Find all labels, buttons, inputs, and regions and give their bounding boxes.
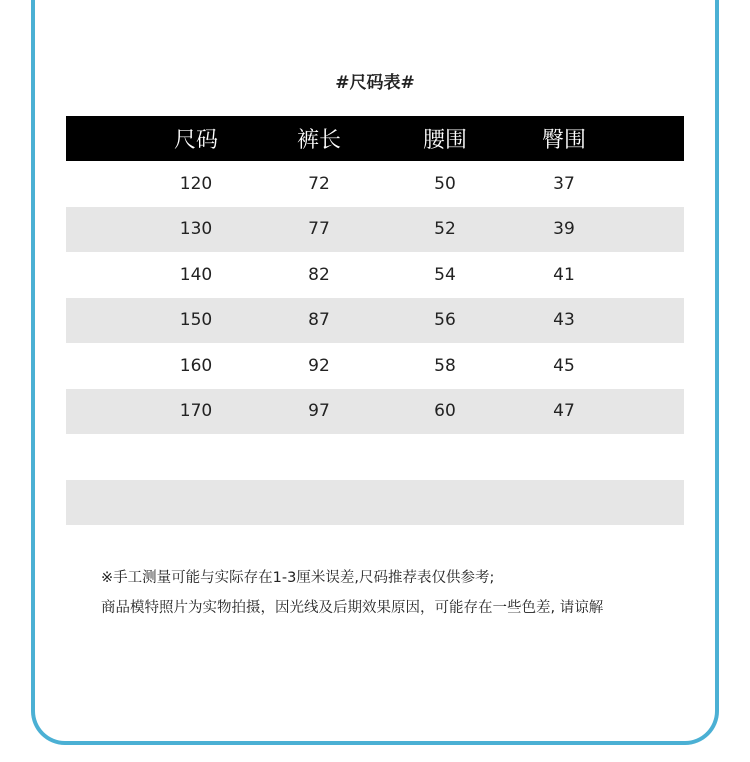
- table-row: [66, 389, 684, 435]
- table-cell: 92: [308, 355, 330, 376]
- table-cell: 52: [434, 219, 456, 240]
- table-cell: 47: [553, 401, 575, 422]
- table-row: [66, 298, 684, 344]
- measurement-note: ※手工测量可能与实际存在1-3厘米误差,尺码推荐表仅供参考;: [101, 570, 495, 586]
- table-header: [66, 116, 684, 161]
- page-title: #尺码表#: [335, 73, 415, 93]
- color-disclaimer: 商品模特照片为实物拍摄，因光线及后期效果原因，可能存在一些色差, 请谅解: [101, 600, 604, 616]
- table-cell: 41: [553, 264, 575, 285]
- table-row: [66, 207, 684, 253]
- table-cell: [146, 434, 246, 480]
- table-cell: 39: [553, 219, 575, 240]
- size-chart-table: [66, 116, 684, 525]
- table-cell: 160: [179, 355, 213, 376]
- table-cell: 58: [434, 355, 456, 376]
- table-cell: [395, 480, 495, 526]
- table-row-empty: [66, 434, 684, 480]
- header-hip: 臀围: [541, 128, 586, 153]
- table-cell: 170: [179, 401, 213, 422]
- table-cell: 82: [308, 264, 330, 285]
- table-cell: 140: [179, 264, 213, 285]
- table-cell: 77: [308, 219, 330, 240]
- table-cell: [269, 480, 369, 526]
- table-cell: 60: [434, 401, 456, 422]
- table-row: [66, 343, 684, 389]
- table-cell: 72: [308, 173, 330, 194]
- table-cell: 130: [179, 219, 213, 240]
- table-cell: [514, 480, 614, 526]
- table-cell: 50: [434, 173, 456, 194]
- table-cell: [269, 434, 369, 480]
- table-cell: 54: [434, 264, 456, 285]
- table-cell: 87: [308, 310, 330, 331]
- header-pants-length: 裤长: [296, 128, 341, 153]
- table-cell: 120: [179, 173, 213, 194]
- table-cell: 37: [553, 173, 575, 194]
- table-cell: 97: [308, 401, 330, 422]
- table-cell: [514, 434, 614, 480]
- header-size: 尺码: [173, 128, 218, 153]
- table-cell: 56: [434, 310, 456, 331]
- table-row: [66, 252, 684, 298]
- table-cell: 150: [179, 310, 213, 331]
- header-waist: 腰围: [422, 128, 467, 153]
- table-cell: [146, 480, 246, 526]
- table-row-empty: [66, 480, 684, 526]
- table-cell: 43: [553, 310, 575, 331]
- table-row: [66, 161, 684, 207]
- table-cell: 45: [553, 355, 575, 376]
- table-cell: [395, 434, 495, 480]
